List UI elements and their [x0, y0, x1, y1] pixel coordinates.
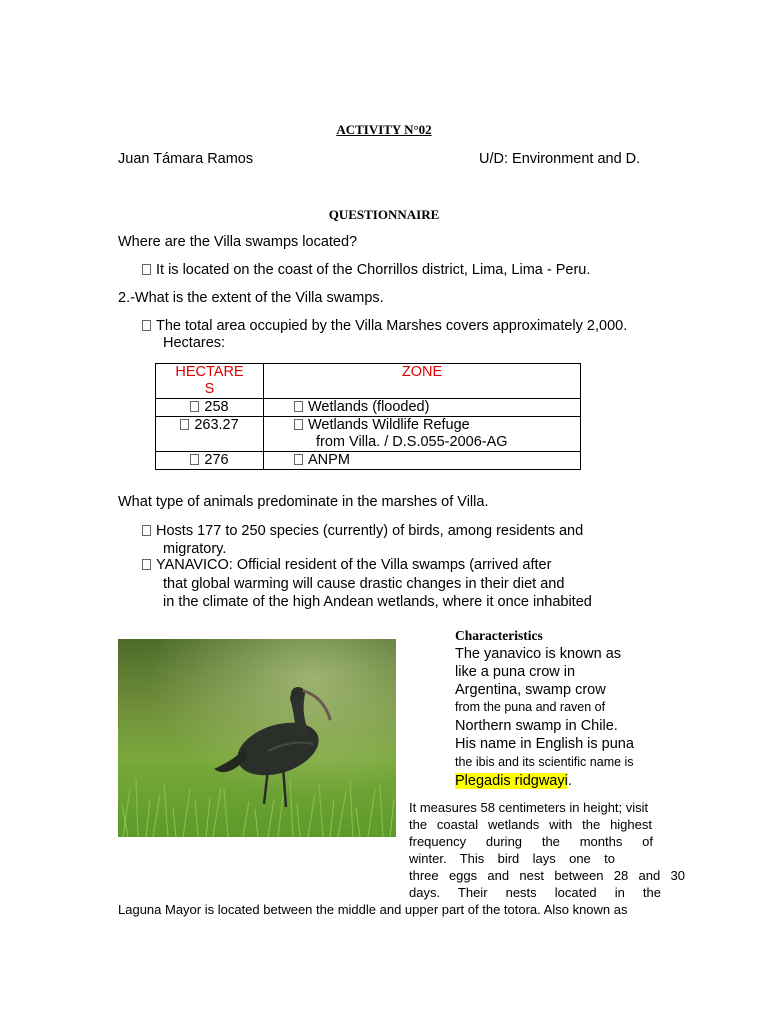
hectares-header	[156, 364, 264, 399]
question-2: 2.-What is the extent of the Villa swamps.	[118, 290, 384, 306]
unit-label: U/D: Environment and D.	[479, 151, 641, 167]
characteristics-line: Argentina, swamp crow	[455, 682, 606, 698]
table-row	[156, 399, 581, 417]
table-row	[156, 452, 581, 470]
description-line: winter. This bird lays one to	[409, 851, 615, 866]
animals-bullet-1-continued: migratory.	[163, 541, 227, 557]
characteristics-line: the ibis and its scientific name is	[455, 755, 634, 769]
hectares-value: 263.27	[194, 417, 239, 433]
bullet-icon	[294, 401, 303, 412]
hectares-header-line1: HECTARE	[175, 364, 244, 380]
hectares-table	[155, 363, 581, 470]
bullet-icon	[294, 419, 303, 430]
characteristics-line: from the puna and raven of	[455, 700, 606, 714]
zone-cell	[264, 399, 581, 417]
animals-bullet-2-text: YANAVICO: Official resident of the Villa swamps (arrived after	[156, 557, 552, 573]
scientific-name-line	[455, 773, 572, 789]
yanavico-photo	[118, 639, 396, 837]
scientific-name-period: .	[567, 773, 572, 789]
bullet-icon	[142, 525, 151, 536]
hectares-value: 258	[204, 399, 229, 415]
animals-bullet-2-line2: that global warming will cause drastic changes in their diet and	[163, 576, 565, 592]
characteristics-line: His name in English is puna	[455, 736, 634, 752]
bullet-icon	[294, 454, 303, 465]
table-header-row	[156, 364, 581, 399]
answer-2-text: The total area occupied by the Villa Marshes covers approximately 2,000.	[156, 318, 628, 334]
zone-value-continued: from Villa. / D.S.055-2006-AG	[316, 434, 508, 450]
description-line: days. Their nests located in the	[409, 885, 661, 900]
answer-2	[142, 318, 627, 334]
description-line: three eggs and nest between 28 and 30	[409, 868, 685, 883]
hectares-header-line2: S	[204, 381, 215, 397]
bullet-icon	[142, 264, 151, 275]
questionnaire-title: QUESTIONNAIRE	[328, 207, 440, 222]
hectares-cell	[156, 452, 264, 470]
characteristics-line: Northern swamp in Chile.	[455, 718, 618, 734]
description-line: Laguna Mayor is located between the middle and upper part of the totora. Also known as	[118, 902, 628, 917]
hectares-value: 276	[204, 452, 229, 468]
question-1: Where are the Villa swamps located?	[118, 234, 358, 250]
ibis-bird-image	[118, 639, 396, 837]
question-3: What type of animals predominate in the marshes of Villa.	[118, 494, 489, 510]
bullet-icon	[190, 401, 199, 412]
description-line: It measures 58 centimeters in height; visit	[409, 800, 649, 815]
zone-cell	[264, 452, 581, 470]
bullet-icon	[142, 559, 151, 570]
description-line: frequency during the months of	[409, 834, 653, 849]
answer-1	[142, 262, 590, 278]
characteristics-line: like a puna crow in	[455, 664, 576, 680]
bullet-icon	[142, 320, 151, 331]
zone-value: Wetlands (flooded)	[308, 399, 430, 415]
activity-title: ACTIVITY N°02	[336, 122, 432, 137]
characteristics-line: The yanavico is known as	[455, 646, 622, 662]
author-name: Juan Támara Ramos	[118, 151, 254, 167]
bullet-icon	[190, 454, 199, 465]
animals-bullet-2-line3: in the climate of the high Andean wetlands, where it once inhabited	[163, 594, 592, 610]
zone-cell	[264, 417, 581, 452]
animals-bullet-1	[142, 523, 583, 539]
bullet-icon	[180, 419, 189, 430]
hectares-cell	[156, 399, 264, 417]
hectares-cell	[156, 417, 264, 452]
answer-1-text: It is located on the coast of the Chorrillos district, Lima, Lima - Peru.	[156, 262, 591, 278]
table-row	[156, 417, 581, 452]
animals-bullet-2	[142, 557, 551, 573]
scientific-name: Plegadis ridgwayi	[455, 773, 568, 789]
zone-value: ANPM	[308, 452, 350, 468]
zone-value: Wetlands Wildlife Refuge	[308, 417, 470, 433]
animals-bullet-1-text: Hosts 177 to 250 species (currently) of birds, among residents and	[156, 523, 584, 539]
answer-2-continued: Hectares:	[163, 335, 226, 351]
characteristics-heading: Characteristics	[455, 628, 543, 643]
zone-header: ZONE	[264, 364, 581, 399]
description-line: the coastal wetlands with the highest	[409, 817, 652, 832]
